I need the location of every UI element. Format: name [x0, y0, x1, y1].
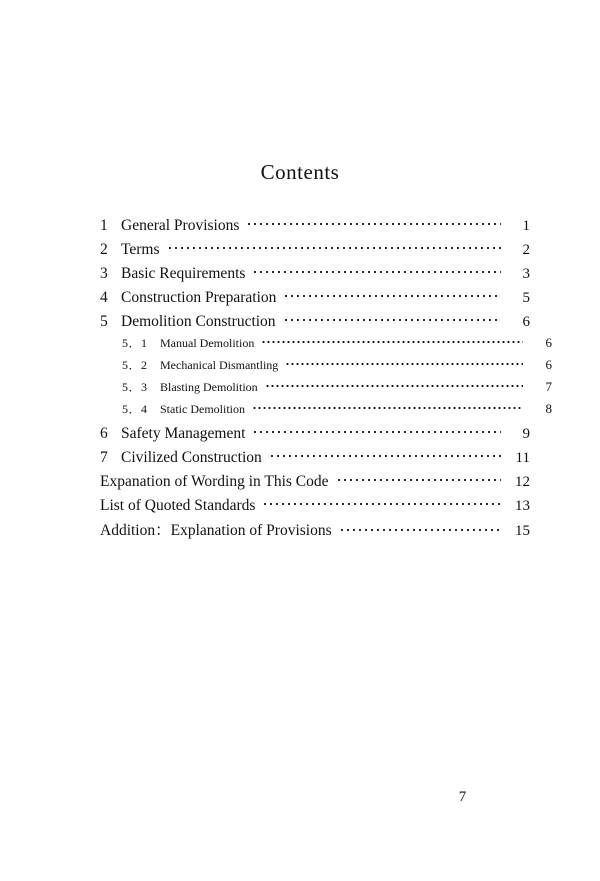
toc-entry-page: 7 [545, 379, 552, 394]
toc-entry-page: 2 [522, 241, 530, 258]
toc-leader-dots [269, 446, 501, 462]
toc-entry-number: 5．2 [122, 358, 148, 372]
toc-entry-number: 6 [100, 424, 108, 442]
toc-subentry[interactable] [100, 356, 552, 378]
toc-entry-number: 3 [100, 264, 108, 282]
toc-entry-label: General Provisions [121, 216, 240, 234]
toc-leader-dots [336, 470, 501, 486]
toc-entry-label: Civilized Construction [121, 448, 262, 466]
toc-entry[interactable] [100, 310, 530, 334]
page-title: Contents [260, 160, 340, 184]
toc-subentry[interactable] [100, 400, 552, 422]
toc-entry-page: 12 [515, 473, 530, 490]
toc-leader-dots [262, 494, 501, 510]
toc-entry[interactable] [100, 286, 530, 310]
toc-entry-page: 13 [515, 497, 530, 514]
toc-entry-number: 5．4 [122, 402, 148, 416]
toc-leader-dots [261, 335, 523, 347]
toc-subentry[interactable] [100, 378, 552, 400]
toc-entry-page: 5 [522, 289, 530, 306]
toc-entry[interactable] [100, 518, 530, 542]
toc-entry-label: Construction Preparation [121, 288, 277, 306]
toc-leader-dots [246, 214, 501, 230]
toc-entry-label: Safety Management [121, 424, 246, 442]
toc-entry-number: 1 [100, 216, 108, 234]
toc-leader-dots [252, 422, 501, 438]
toc-entry-number: 4 [100, 288, 108, 306]
toc-entry-page: 8 [545, 401, 552, 416]
toc-entry[interactable] [100, 470, 530, 494]
toc-entry-label: Manual Demolition [160, 336, 255, 350]
toc-entry-page: 6 [545, 357, 552, 372]
toc-entry-label: Mechanical Dismantling [160, 358, 279, 372]
toc-entry-label: Demolition Construction [121, 312, 276, 330]
toc-leader-dots [339, 520, 501, 536]
toc-entry[interactable] [100, 422, 530, 446]
toc-entry-page: 15 [515, 523, 530, 539]
toc-entry-number: 2 [100, 240, 108, 258]
page-folio [0, 789, 600, 806]
toc-entry-page: 11 [515, 449, 530, 466]
toc-entry-number: 5．1 [122, 336, 148, 350]
toc-entry-label: Addition：Explanation of Provisions [100, 522, 332, 539]
toc-entry-label: Expanation of Wording in This Code [100, 472, 329, 490]
toc-entry-page: 1 [522, 217, 530, 234]
toc-entry-label: Blasting Demolition [160, 380, 258, 394]
toc-leader-dots [283, 310, 501, 326]
toc-entry-label: Terms [121, 240, 160, 258]
toc-entry-page: 6 [545, 335, 552, 350]
toc-leader-dots [285, 357, 523, 369]
toc-leader-dots [167, 238, 501, 254]
toc-entry-number: 7 [100, 448, 108, 466]
toc-entry-page: 9 [522, 425, 530, 442]
toc-subentry[interactable] [100, 334, 552, 356]
toc-entry[interactable] [100, 214, 530, 238]
toc-entry[interactable] [100, 238, 530, 262]
toc-entry-label: List of Quoted Standards [100, 496, 256, 514]
toc-entry-number: 5．3 [122, 380, 148, 394]
toc-entry[interactable] [100, 494, 530, 518]
table-of-contents [100, 214, 552, 542]
toc-entry[interactable] [100, 446, 530, 470]
toc-entry[interactable] [100, 262, 530, 286]
page-number: 7 [458, 789, 467, 805]
toc-entry-label: Static Demolition [160, 402, 245, 416]
toc-leader-dots [265, 379, 523, 391]
toc-leader-dots [252, 401, 523, 413]
toc-entry-page: 6 [522, 313, 530, 330]
toc-entry-label: Basic Requirements [121, 264, 246, 282]
toc-entry-page: 3 [522, 265, 530, 282]
toc-leader-dots [283, 286, 501, 302]
toc-entry-number: 5 [100, 312, 108, 330]
toc-leader-dots [252, 262, 501, 278]
